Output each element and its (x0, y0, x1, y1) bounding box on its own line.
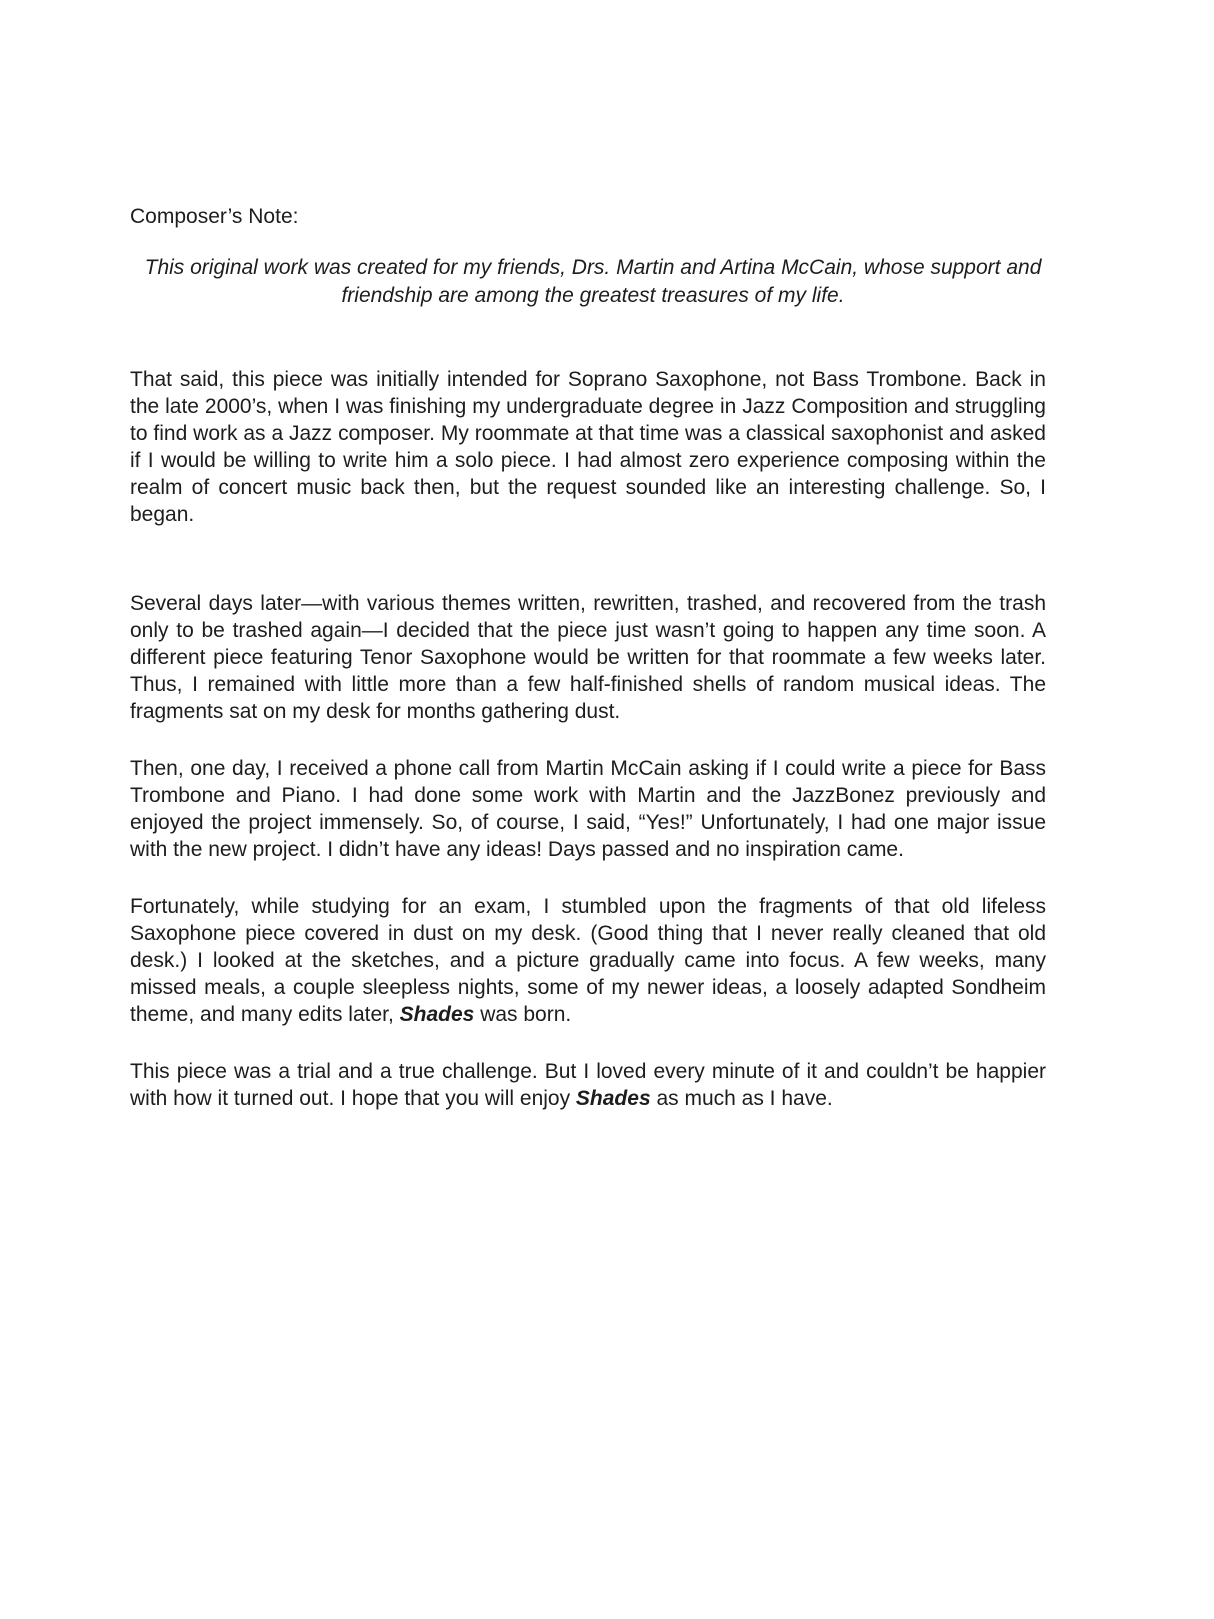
piece-title: Shades (575, 1087, 651, 1110)
paragraph-4-text: Fortunately, while studying for an exam, I stumbled upon the fragments of that old lifeless Saxophone piece covered in dust on my desk. (Good thing that I never really cleaned that old desk.) I looked at the sketches, and a picture gradually came into focus. A few weeks, many missed meals, a couple sleepless nights, some of my newer ideas, a loosely adapted Sondheim theme, and many edits later, (130, 895, 1046, 1026)
paragraph-5-text: This piece was a trial and a true challenge. But I loved every minute of it and couldn’t be happier with how it turned out. I hope that you will enjoy (130, 1060, 1046, 1110)
dedication-text: This original work was created for my friends, Drs. Martin and Artina McCain, whose support and friendship are among the greatest treasures of my life. (144, 256, 1042, 307)
paragraph-4-text-end: was born. (474, 1003, 572, 1026)
paragraph-2: Several days later—with various themes written, rewritten, trashed, and recovered from the trash only to be trashed again—I decided that the piece just wasn’t going to happen any time soon. A different piece featuring Tenor Saxophone would be written for that roommate a few weeks later. Thus, I remained with little more than a few half-finished shells of random musical ideas. The fragments sat on my desk for months gathering dust. (130, 592, 1046, 723)
paragraph-4 (130, 893, 1046, 1028)
paragraph-5-text-end: as much as I have. (650, 1087, 833, 1110)
page-title: Composer’s Note: (130, 205, 299, 228)
paragraph-5 (130, 1058, 1046, 1112)
paragraph-1: That said, this piece was initially intended for Soprano Saxophone, not Bass Trombone. Back in the late 2000’s, when I was finishing my undergraduate degree in Jazz Composition and struggling to find work as a Jazz composer. My roommate at that time was a classical saxophonist and asked if I would be willing to write him a solo piece. I had almost zero experience composing within the realm of concert music back then, but the request sounded like an interesting challenge. So, I began. (130, 368, 1046, 526)
paragraph-3: Then, one day, I received a phone call from Martin McCain asking if I could write a piece for Bass Trombone and Piano. I had done some work with Martin and the JazzBonez previously and enjoyed the project immensely. So, of course, I said, “Yes!” Unfortunately, I had one major issue with the new project. I didn’t have any ideas! Days passed and no inspiration came. (130, 757, 1046, 861)
piece-title: Shades (399, 1003, 475, 1026)
